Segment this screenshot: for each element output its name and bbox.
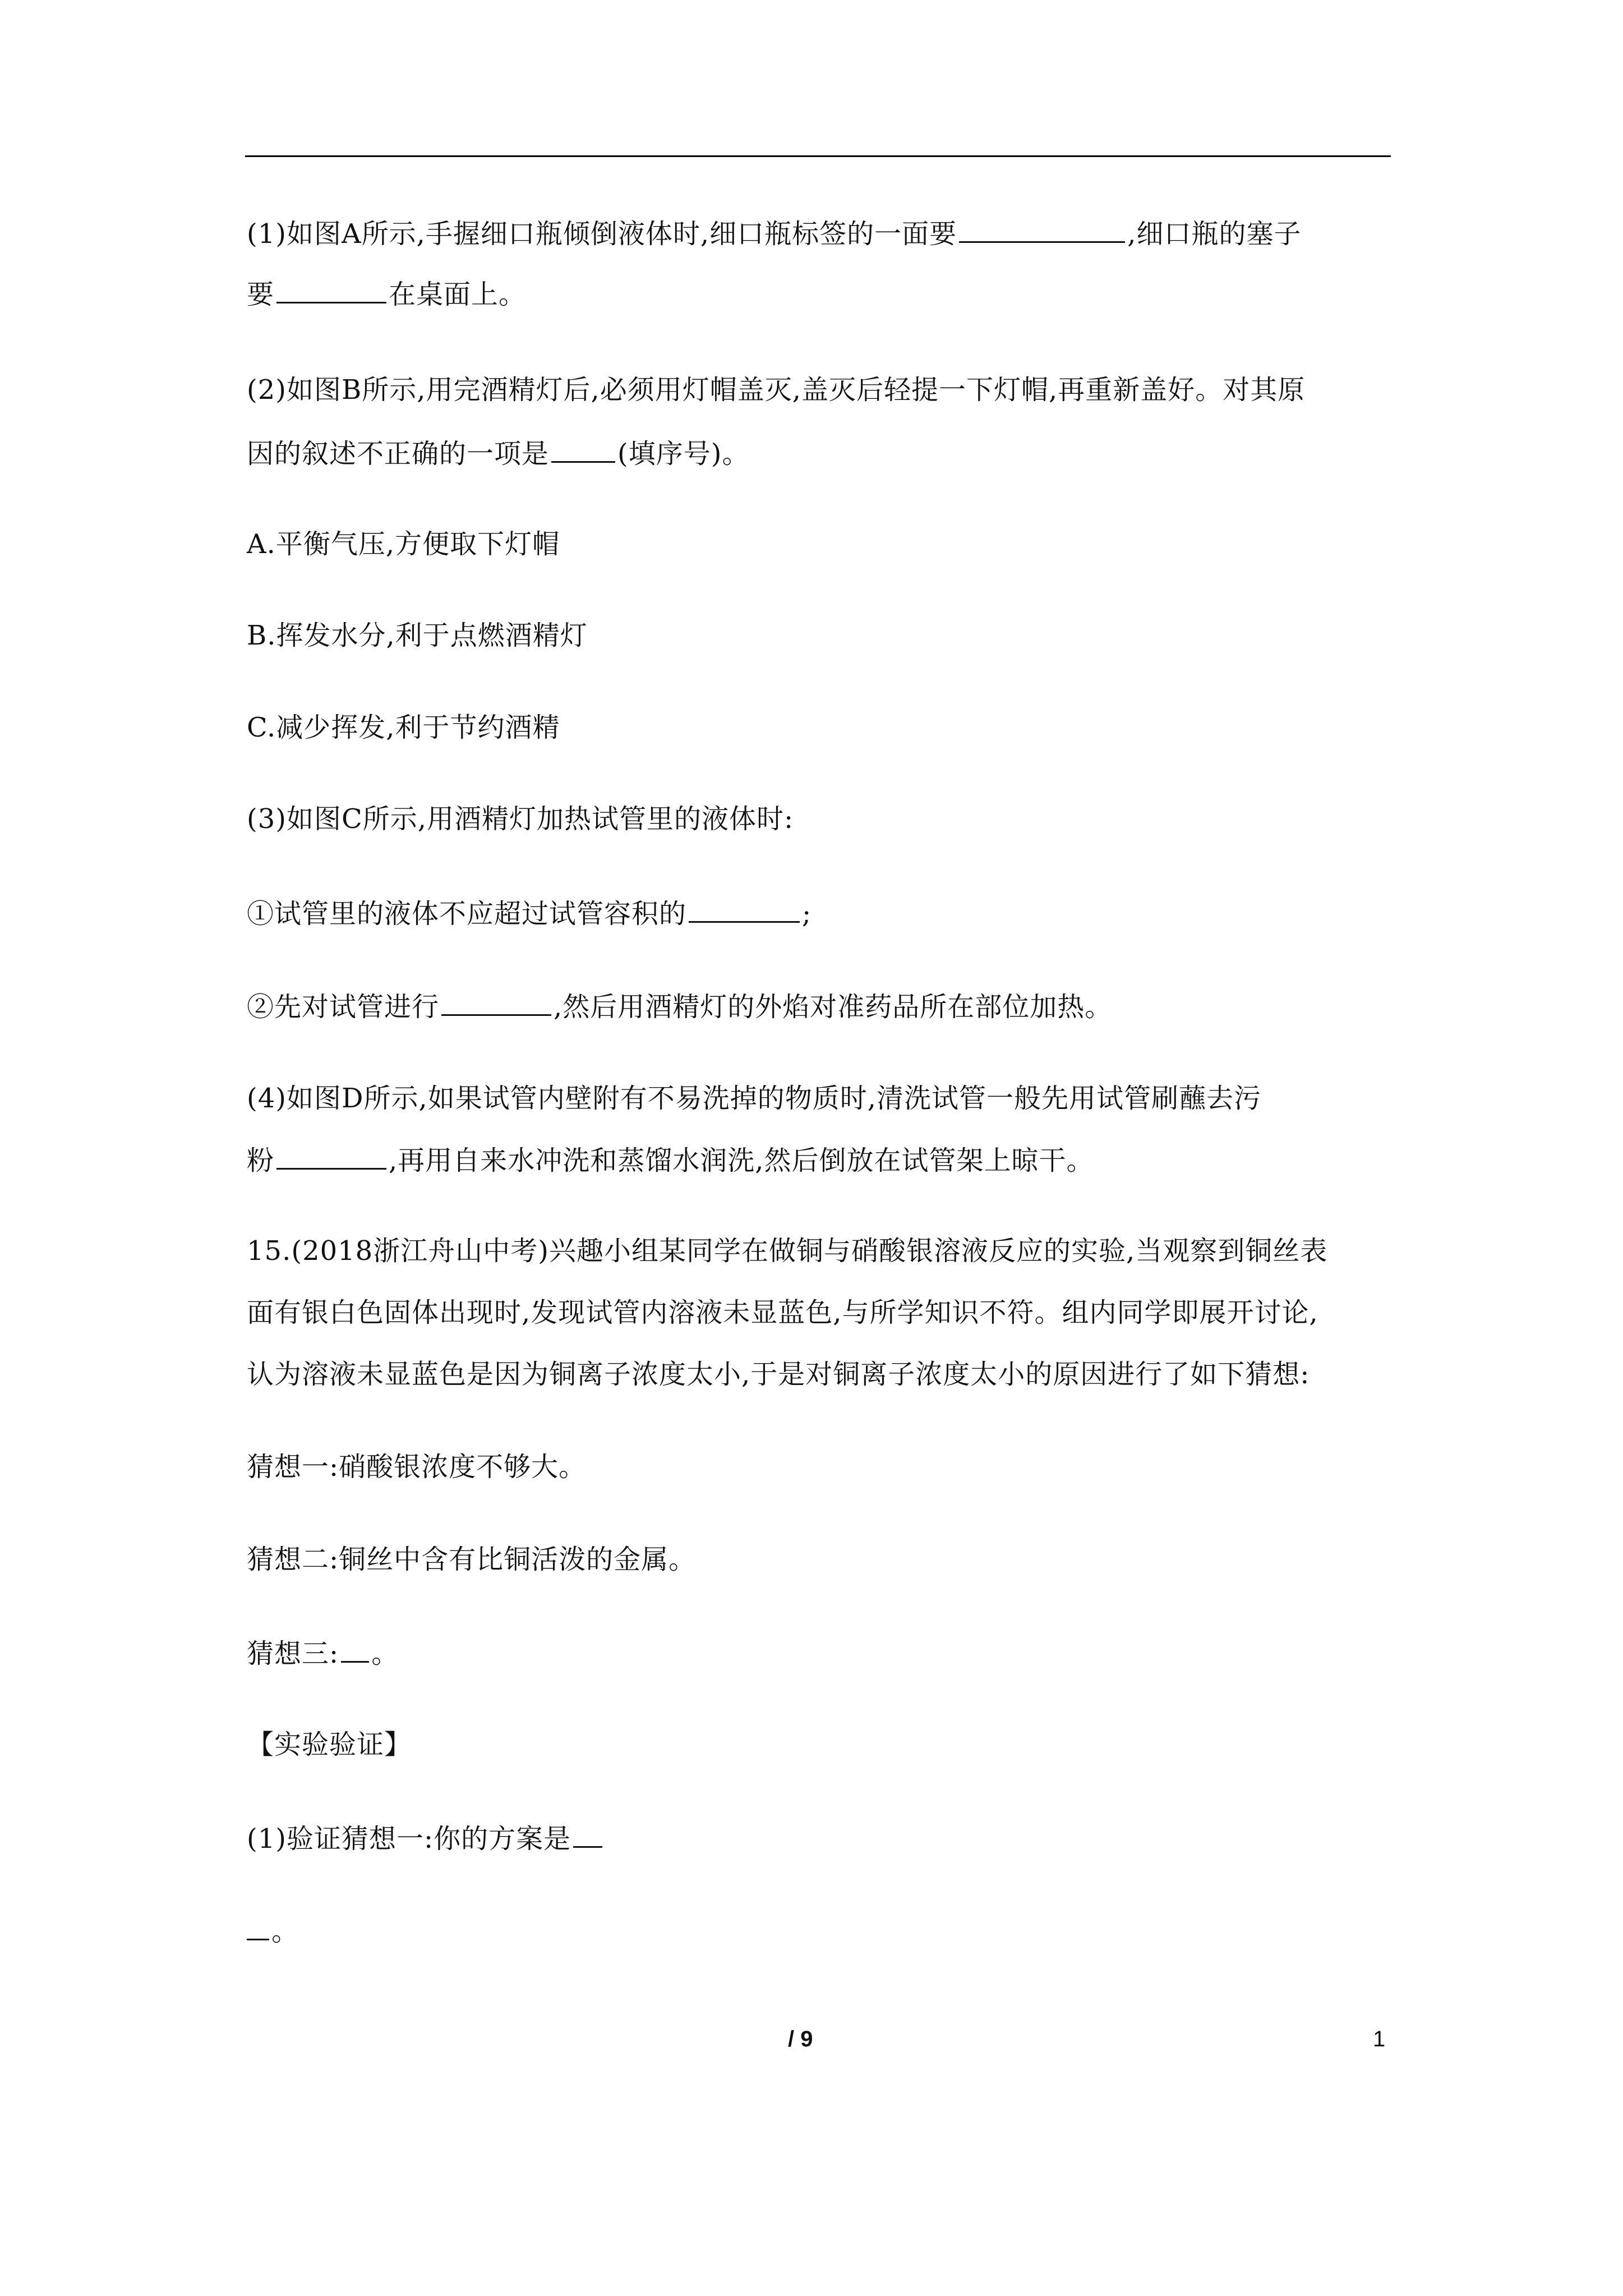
line-text: 粉 [247, 1145, 275, 1176]
answer-blank[interactable] [341, 1635, 369, 1663]
line-text: 在桌面上。 [389, 279, 527, 310]
text-line [247, 988, 1112, 1024]
line-text: (1)验证猜想一:你的方案是 [247, 1823, 571, 1855]
line-text: ,再用自来水冲洗和蒸馏水润洗,然后倒放在试管架上晾干。 [389, 1145, 1094, 1176]
page-count: / 9 [788, 2027, 813, 2051]
text-line [247, 1296, 1318, 1329]
line-text: ②先对试管进行 [247, 991, 440, 1023]
text-line [247, 1450, 586, 1484]
line-text: ①试管里的液体不应超过试管容积的 [247, 898, 687, 930]
line-text: 。 [271, 1916, 299, 1947]
line-text: (3)如图C所示,用酒精灯加热试管里的液体时: [247, 803, 794, 835]
line-text: 因的叙述不正确的一项是 [247, 438, 550, 470]
header-rule [245, 155, 1391, 157]
text-line [247, 1913, 299, 1948]
answer-blank[interactable] [441, 988, 551, 1016]
answer-blank[interactable] [247, 1913, 269, 1940]
question-15-text: 15.(2018浙江舟山中考)兴趣小组某同学在做铜与硝酸银溶液反应的实验,当观察到铜丝表 [247, 1235, 1328, 1267]
text-line [247, 527, 560, 561]
text-line [247, 435, 749, 471]
line-text: ,然后用酒精灯的外焰对准药品所在部位加热。 [554, 991, 1113, 1023]
text-line [247, 1082, 1261, 1115]
line-text: 要 [247, 279, 275, 310]
section-heading: 【实验验证】 [247, 1729, 412, 1760]
line-text: ,细口瓶的塞子 [1127, 218, 1302, 250]
text-line [247, 1142, 1094, 1177]
answer-blank[interactable] [689, 895, 800, 923]
text-line [247, 802, 794, 836]
hypothesis-two: 猜想二:铜丝中含有比铜活泼的金属。 [247, 1544, 697, 1575]
line-text: ; [802, 898, 812, 930]
line-text: 。 [371, 1638, 399, 1669]
line-text: (1)如图A所示,手握细口瓶倾倒液体时,细口瓶标签的一面要 [247, 218, 957, 250]
line-text: 认为溶液未显蓝色是因为铜离子浓度太小,于是对铜离子浓度太小的原因进行了如下猜想: [247, 1359, 1310, 1390]
text-line [247, 276, 526, 311]
text-line [247, 1728, 412, 1761]
text-line [247, 1234, 1327, 1268]
text-line [247, 1543, 696, 1576]
option-c: C.减少挥发,利于节约酒精 [247, 712, 560, 743]
text-line [247, 373, 1305, 407]
answer-blank[interactable] [276, 1142, 386, 1170]
answer-blank[interactable] [573, 1820, 602, 1848]
answer-blank[interactable] [959, 215, 1125, 243]
page-number: 1 [1373, 2027, 1386, 2051]
text-line [247, 619, 588, 652]
text-line [247, 711, 560, 744]
answer-blank[interactable] [276, 276, 386, 303]
text-line [247, 895, 811, 931]
text-line [247, 1820, 605, 1856]
option-b: B.挥发水分,利于点燃酒精灯 [247, 620, 588, 651]
line-text: (4)如图D所示,如果试管内壁附有不易洗掉的物质时,清洗试管一般先用试管刷蘸去污 [247, 1083, 1261, 1114]
text-line [247, 1635, 399, 1671]
line-text: 面有银白色固体出现时,发现试管内溶液未显蓝色,与所学知识不符。组内同学即展开讨论, [247, 1297, 1318, 1328]
text-line [247, 215, 1301, 251]
hypothesis-one: 猜想一:硝酸银浓度不够大。 [247, 1451, 587, 1483]
text-line [247, 1358, 1310, 1391]
line-text: (填序号)。 [617, 438, 750, 470]
option-a: A.平衡气压,方便取下灯帽 [247, 528, 560, 560]
hypothesis-three: 猜想三: [247, 1638, 339, 1669]
answer-blank[interactable] [551, 435, 615, 463]
line-text: (2)如图B所示,用完酒精灯后,必须用灯帽盖灭,盖灭后轻提一下灯帽,再重新盖好。对其原 [247, 374, 1306, 406]
